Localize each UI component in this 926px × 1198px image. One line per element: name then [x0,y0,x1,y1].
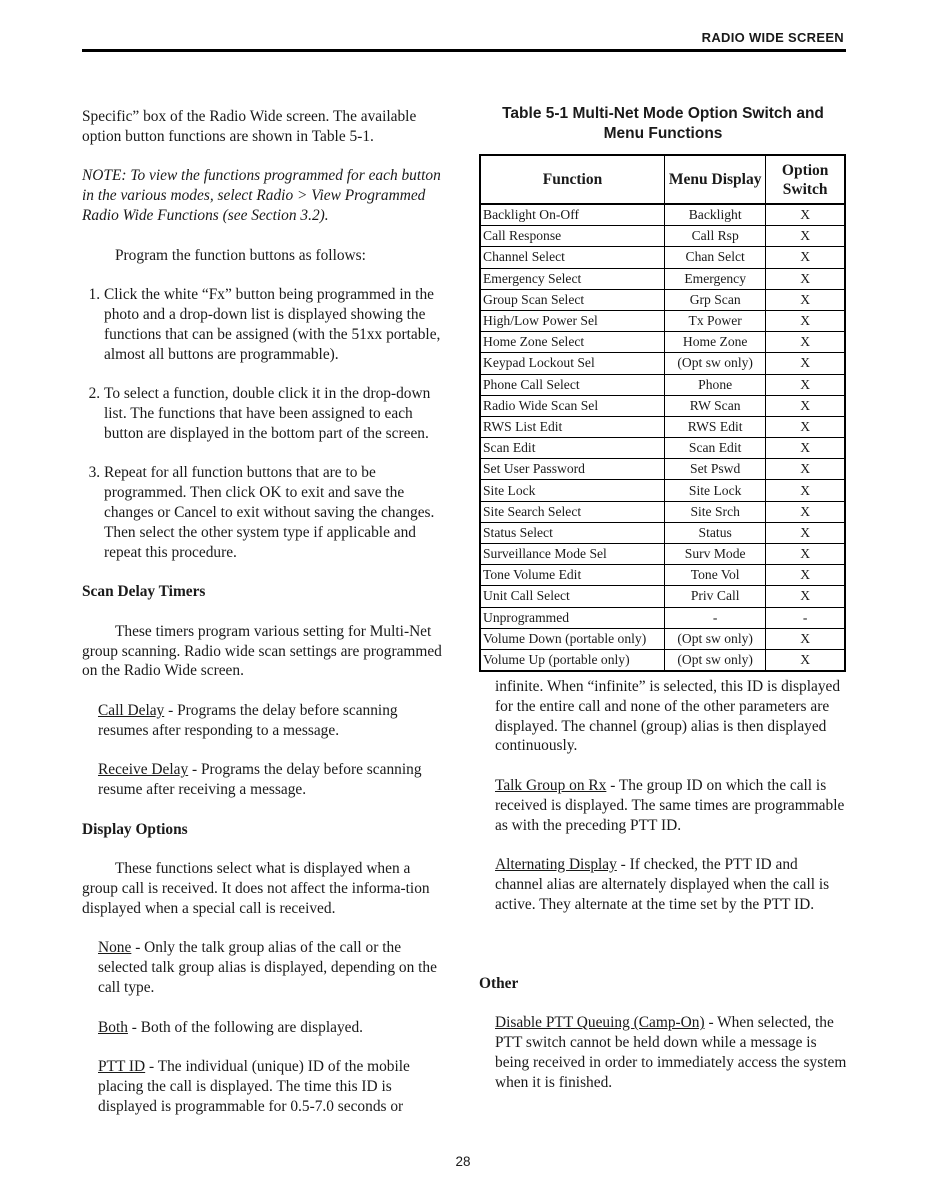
talk-group-term: Talk Group on Rx [495,776,607,794]
table-row [480,607,845,628]
cell-menu-display: Site Srch [665,501,766,522]
table-row [480,459,845,480]
call-delay-text: - Programs the delay before scanning resumes after responding to a message. [98,701,398,739]
table-caption-line1: Table 5-1 Multi-Net Mode Option Switch and [502,105,824,122]
cell-function: Surveillance Mode Sel [480,544,665,565]
page-number: 28 [455,1154,471,1169]
table-row [480,353,845,374]
none-term: None [98,939,132,957]
none-paragraph [98,938,450,997]
cell-function: Tone Volume Edit [480,565,665,586]
both-term: Both [98,1018,128,1036]
cell-function: Site Lock [480,480,665,501]
cell-option-switch: X [766,204,845,226]
talk-group-text: - The group ID on which the call is received is displayed. The same times are programmable as with the preceding PTT ID. [495,776,845,834]
cell-menu-display: Status [665,522,766,543]
steps-list [82,285,450,562]
running-header: RADIO WIDE SCREEN [701,30,844,45]
cell-function: Unprogrammed [480,607,665,628]
step-item: 3. Repeat for all function buttons that are to be programmed. Then click OK to exit and save the changes or Cancel to exit without saving the changes. Then select the other system type if applicable and repeat this procedure. [104,463,450,562]
cell-function: Backlight On-Off [480,204,665,226]
cell-menu-display: (Opt sw only) [665,628,766,649]
receive-delay-text: - Programs the delay before scanning resume after receiving a message. [98,761,422,799]
cell-menu-display: Backlight [665,204,766,226]
cell-option-switch: X [766,395,845,416]
cell-option-switch: X [766,226,845,247]
cell-option-switch: X [766,289,845,310]
cell-function: Scan Edit [480,438,665,459]
none-text: - Only the talk group alias of the call or the selected talk group alias is displayed, depending on the call type. [98,939,437,997]
cell-option-switch: X [766,628,845,649]
step-item: 1. Click the white “Fx” button being programmed in the photo and a drop-down list is displayed showing the functions that can be assigned (with the 51xx portable, almost all buttons are programmable). [104,285,450,364]
table-row [480,628,845,649]
cell-menu-display: Emergency [665,268,766,289]
note-paragraph: NOTE: To view the functions programmed for each button in the various modes, select Radio > View Programmed Radio Wide Functions (see Section 3.2). [82,167,441,224]
cell-menu-display: Priv Call [665,586,766,607]
header-rule [82,49,846,52]
right-column [479,677,847,1112]
table-body [480,204,845,671]
cell-menu-display: Surv Mode [665,544,766,565]
ptt-queuing-paragraph [495,1013,847,1092]
talk-group-paragraph [495,776,847,835]
table-row [480,226,845,247]
cell-function: Set User Password [480,459,665,480]
cell-menu-display: (Opt sw only) [665,649,766,671]
both-paragraph [98,1018,450,1038]
cell-menu-display: Home Zone [665,332,766,353]
table-row [480,247,845,268]
cell-function: Site Search Select [480,501,665,522]
cell-function: Group Scan Select [480,289,665,310]
alternating-display-text: - If checked, the PTT ID and channel alias are alternately displayed when the call is active. They alternate at the time set by the PTT ID. [495,856,830,913]
table-row [480,374,845,395]
alternating-display-paragraph [495,855,847,914]
cell-menu-display: RW Scan [665,395,766,416]
cell-function: RWS List Edit [480,416,665,437]
cell-function: Volume Up (portable only) [480,649,665,671]
cell-function: Keypad Lockout Sel [480,353,665,374]
cell-option-switch: X [766,522,845,543]
scan-delay-heading: Scan Delay Timers [82,583,206,601]
cell-function: Phone Call Select [480,374,665,395]
cell-function: Radio Wide Scan Sel [480,395,665,416]
cell-function: Channel Select [480,247,665,268]
other-heading: Other [479,974,519,992]
cell-option-switch: X [766,268,845,289]
table-row [480,289,845,310]
ptt-id-text: - The individual (unique) ID of the mobile placing the call is displayed. The time this ID is displayed is programmable for 0.5-7.0 seconds or [98,1058,410,1115]
display-options-heading: Display Options [82,820,188,838]
cell-function: Status Select [480,522,665,543]
receive-delay-paragraph [98,760,450,800]
table-row [480,586,845,607]
table-row [480,204,845,226]
cell-menu-display: Tx Power [665,310,766,331]
step-item: 2. To select a function, double click it in the drop-down list. The functions that have been assigned to each button are displayed in the bottom part of the screen. [104,384,450,443]
cell-option-switch: X [766,332,845,353]
ptt-queuing-term: Disable PTT Queuing (Camp-On) [495,1014,705,1032]
cell-menu-display: Site Lock [665,480,766,501]
table-caption-line2: Menu Functions [603,125,723,142]
receive-delay-term: Receive Delay [98,761,189,779]
cell-option-switch: X [766,247,845,268]
table-header-row [480,155,845,204]
display-options-body: These functions select what is displayed when a group call is received. It does not affect the informa-tion displayed when a special call is received. [82,860,430,917]
cell-menu-display: Scan Edit [665,438,766,459]
cell-option-switch: X [766,416,845,437]
table-row [480,480,845,501]
cell-option-switch: X [766,438,845,459]
both-text: - Both of the following are displayed. [127,1018,364,1036]
ptt-id-paragraph [98,1057,450,1116]
cell-menu-display: Grp Scan [665,289,766,310]
cell-menu-display: Set Pswd [665,459,766,480]
scan-delay-body: These timers program various setting for Multi-Net group scanning. Radio wide scan settings are programmed on the Radio Wide screen. [82,622,442,680]
table-row [480,332,845,353]
cell-function: Home Zone Select [480,332,665,353]
table-row [480,395,845,416]
table-row [480,416,845,437]
left-column [82,107,450,1136]
header-function: Function [480,155,665,204]
cell-function: Call Response [480,226,665,247]
table-row [480,522,845,543]
cell-menu-display: RWS Edit [665,416,766,437]
ptt-id-term: PTT ID [98,1058,146,1076]
cell-option-switch: X [766,544,845,565]
program-intro: Program the function buttons as follows: [115,246,366,264]
cell-option-switch: X [766,501,845,522]
cell-option-switch: X [766,353,845,374]
header-menu-display: Menu Display [665,155,766,204]
table-row [480,544,845,565]
cell-option-switch: X [766,480,845,501]
cell-menu-display: Phone [665,374,766,395]
cell-function: Volume Down (portable only) [480,628,665,649]
table-row [480,649,845,671]
table-row [480,438,845,459]
cell-menu-display: Tone Vol [665,565,766,586]
table-row [480,268,845,289]
option-switch-table [479,154,846,672]
cell-function: High/Low Power Sel [480,310,665,331]
alternating-display-term: Alternating Display [495,856,617,874]
ptt-queuing-text: - When selected, the PTT switch cannot be held down while a message is being received in order to immediately access the system when it is finished. [495,1014,847,1091]
cell-option-switch: X [766,649,845,671]
intro-paragraph: Specific” box of the Radio Wide screen. The available option button functions are shown in Table 5-1. [82,108,417,145]
cell-function: Unit Call Select [480,586,665,607]
cell-menu-display: (Opt sw only) [665,353,766,374]
cell-option-switch: X [766,565,845,586]
cell-option-switch: - [766,607,845,628]
infinite-paragraph: infinite. When “infinite” is selected, this ID is displayed for the entire call and none of the other parameters are displayed. The channel (group) alias is then displayed continuously. [495,678,841,755]
call-delay-paragraph [98,701,450,741]
cell-menu-display: - [665,607,766,628]
call-delay-term: Call Delay [98,701,165,719]
table-row [480,501,845,522]
cell-menu-display: Call Rsp [665,226,766,247]
cell-option-switch: X [766,459,845,480]
cell-option-switch: X [766,586,845,607]
table-row [480,310,845,331]
header-option-switch: Option Switch [766,155,845,204]
table-caption [479,104,847,144]
cell-menu-display: Chan Selct [665,247,766,268]
cell-option-switch: X [766,310,845,331]
table-row [480,565,845,586]
cell-function: Emergency Select [480,268,665,289]
cell-option-switch: X [766,374,845,395]
